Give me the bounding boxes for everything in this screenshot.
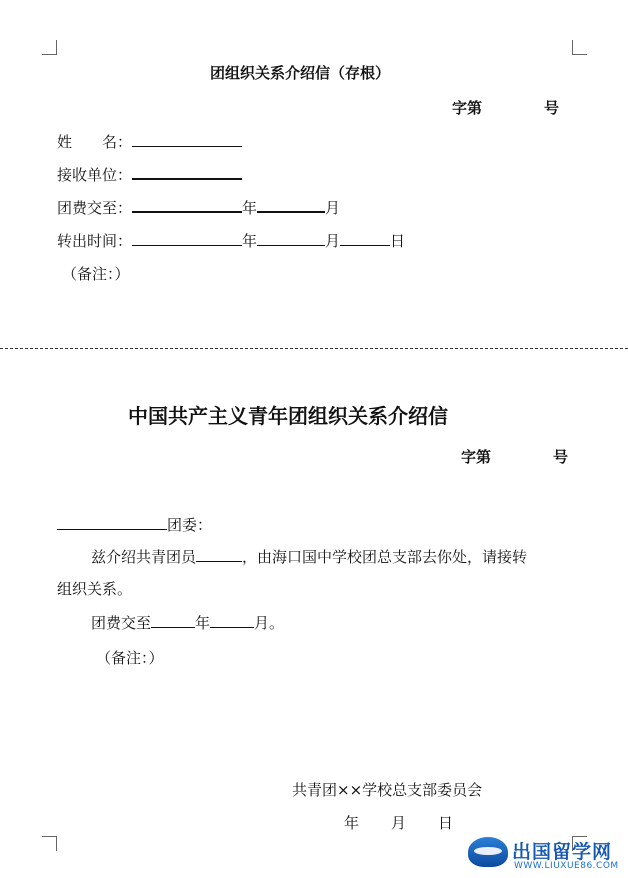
letter-title: 中国共产主义青年团组织关系介绍信 <box>128 404 448 428</box>
stub-receiver-label: 接收单位： <box>57 166 133 184</box>
stub-receiver-field[interactable] <box>132 164 242 180</box>
stub-fee-month-unit: 月 <box>325 199 341 217</box>
stub-reference-number <box>452 97 559 118</box>
stub-ref-hao: 号 <box>544 99 560 117</box>
letter-body-line-2: 组织关系。 <box>57 580 133 598</box>
letter-signature: 共青团××学校总支部委员会 <box>292 781 483 799</box>
stub-transfer-row <box>57 230 405 251</box>
letter-reference-number <box>461 446 568 467</box>
stub-receiver-row <box>57 164 242 185</box>
letter-committee-field[interactable] <box>57 515 167 530</box>
letter-ref-hao: 号 <box>553 448 569 466</box>
stub-transfer-day-unit: 日 <box>390 232 406 250</box>
letter-date-month: 月 <box>391 814 407 832</box>
letter-body-line-1 <box>91 546 527 567</box>
stub-fee-year-field[interactable] <box>132 197 242 213</box>
stub-ref-zi: 字第 <box>452 99 483 117</box>
letter-date-year: 年 <box>344 814 360 832</box>
letter-fee-month-field[interactable] <box>210 613 254 628</box>
stub-transfer-month-field[interactable] <box>257 231 325 246</box>
stub-transfer-day-field[interactable] <box>340 231 390 246</box>
cut-line-divider <box>0 348 628 349</box>
letter-body-part1: 兹介绍共青团员 <box>91 548 197 566</box>
stub-fee-year-unit: 年 <box>242 199 258 217</box>
stub-name-label: 姓 名： <box>57 133 133 151</box>
stub-fee-row <box>57 197 340 218</box>
letter-ref-zi: 字第 <box>461 448 492 466</box>
letter-fee-month-unit: 月。 <box>254 614 285 632</box>
stub-transfer-month-unit: 月 <box>325 232 341 250</box>
letter-committee-suffix: 团委： <box>167 516 213 534</box>
stub-fee-label: 团费交至： <box>57 199 133 217</box>
corner-mark-top-right <box>572 40 587 55</box>
watermark-en-text: WWW.LIUXUE86.COM <box>514 861 619 871</box>
stub-name-row <box>57 131 242 152</box>
globe-logo-icon <box>468 837 508 867</box>
letter-fee-year-unit: 年 <box>195 614 211 632</box>
letter-fee-year-field[interactable] <box>151 613 195 628</box>
letter-body-part2: ，由海口国中学校团总支部去你处，请接转 <box>242 548 528 566</box>
letter-fee-prefix: 团费交至 <box>91 614 152 632</box>
stub-name-field[interactable] <box>132 132 242 147</box>
corner-mark-top-left <box>42 40 57 55</box>
watermark-cn-text: 出国留学网 <box>512 841 613 863</box>
stub-transfer-label: 转出时间： <box>57 232 133 250</box>
stub-transfer-year-unit: 年 <box>242 232 258 250</box>
stub-title: 团组织关系介绍信（存根） <box>210 64 391 82</box>
letter-remark: （备注：） <box>96 649 164 667</box>
stub-transfer-year-field[interactable] <box>132 231 242 246</box>
corner-mark-bottom-left <box>42 836 57 851</box>
letter-date-day: 日 <box>438 814 454 832</box>
stub-remark: （备注：） <box>62 265 130 283</box>
stub-fee-month-field[interactable] <box>257 197 325 213</box>
watermark-logo <box>468 833 628 878</box>
letter-addressee-row <box>57 514 212 535</box>
letter-member-name-field[interactable] <box>196 547 242 562</box>
letter-date <box>344 812 453 833</box>
letter-fee-row <box>91 612 284 633</box>
